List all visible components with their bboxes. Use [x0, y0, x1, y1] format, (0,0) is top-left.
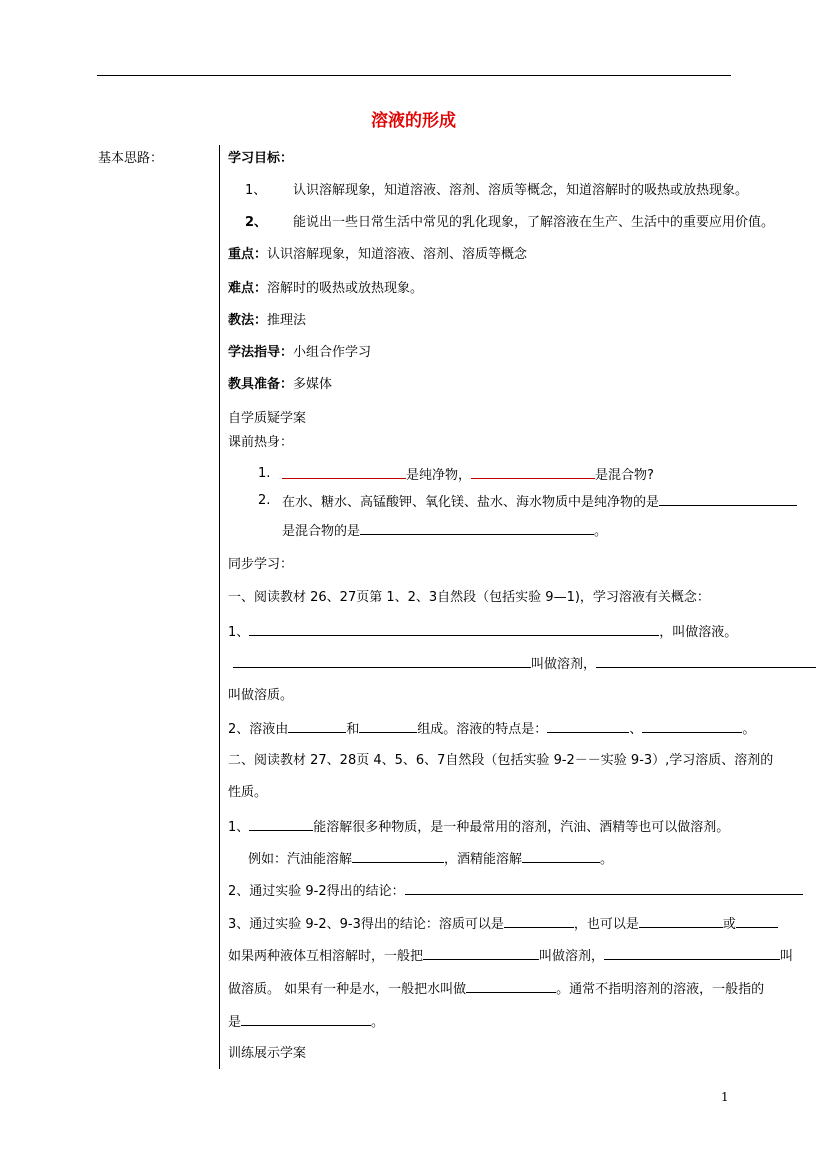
section-2-heading-line-1: 二、阅读教材 27、28页 4、5、6、7自然段（包括实验 9-2－－实验 9-3）,学习溶质、溶剂的 [228, 753, 774, 768]
warmup-item-1 [282, 466, 654, 484]
method-text: 推理法 [267, 313, 307, 328]
warmup-2-end: 。 [594, 524, 608, 539]
key-point [228, 247, 527, 263]
section-2-item-1 [228, 818, 729, 836]
objective-2: 能说出一些日常生活中常见的乳化现象，了解溶液在生产、生活中的重要应用价值。 [293, 215, 775, 230]
s2-text-c: 组成。溶液的特点是： [417, 722, 548, 737]
warmup-1-text-a: 是纯净物， [406, 468, 472, 483]
example-text-c: 。 [600, 852, 614, 867]
method-label: 教法： [228, 313, 268, 328]
difficulty [228, 281, 423, 297]
column-divider [219, 145, 220, 1069]
s1-1-end: ，叫做溶液。 [659, 625, 738, 640]
s3-4-text-b: 叫做溶剂， [539, 949, 605, 964]
s3-3-text-c: 或 [722, 917, 736, 932]
section-1-item-2 [233, 655, 816, 673]
answer-blank[interactable] [604, 947, 780, 960]
answer-blank[interactable] [282, 466, 406, 479]
difficulty-label: 难点： [228, 281, 268, 296]
s3-3-text-b: ，也可以是 [573, 917, 639, 932]
answer-blank[interactable] [736, 915, 778, 928]
answer-blank[interactable] [466, 980, 556, 993]
answer-blank[interactable] [360, 522, 594, 535]
objective-2-number: 2、 [245, 215, 268, 230]
sync-heading: 同步学习： [228, 557, 294, 572]
section-2-item-6 [228, 1013, 384, 1031]
answer-blank[interactable] [288, 720, 346, 733]
s1-1-number: 1、 [228, 625, 250, 640]
warmup-item-2-line-1 [282, 493, 797, 511]
s3-6-text-a: 是 [228, 1015, 242, 1030]
tools-text: 多媒体 [293, 377, 333, 392]
answer-blank[interactable] [642, 720, 742, 733]
page-number: 1 [721, 1090, 729, 1104]
tools-label: 教具准备： [228, 377, 294, 392]
section-1-item-1 [228, 623, 737, 641]
objectives-heading: 学习目标： [228, 151, 294, 166]
example-text-b: ，酒精能溶解 [444, 852, 523, 867]
example-text-a: 例如：汽油能溶解 [248, 852, 353, 867]
header-rule [97, 75, 731, 76]
objective-1-number: 1、 [245, 183, 267, 198]
s1-2-mid: 叫做溶剂， [531, 657, 597, 672]
answer-blank[interactable] [241, 1013, 371, 1026]
answer-blank[interactable] [522, 850, 600, 863]
answer-blank[interactable] [249, 818, 313, 831]
answer-blank[interactable] [359, 720, 417, 733]
answer-blank[interactable] [639, 915, 723, 928]
warmup-2-text-b: 是混合物的是 [282, 524, 361, 539]
difficulty-text: 溶解时的吸热或放热现象。 [267, 281, 424, 296]
answer-blank[interactable] [596, 655, 816, 668]
teaching-tools [228, 377, 332, 393]
left-label: 基本思路： [98, 151, 164, 166]
section-2-item-2 [228, 882, 803, 900]
study-guide [228, 345, 371, 361]
s3-2-text: 2、通过实验 9-2得出的结论： [228, 884, 405, 899]
s2-text-a: 2、溶液由 [228, 722, 289, 737]
study-text: 小组合作学习 [293, 345, 372, 360]
s2-text-b: 和 [346, 722, 360, 737]
answer-blank[interactable] [405, 882, 803, 895]
s2-text-e: 。 [742, 722, 756, 737]
section-2-item-5 [228, 980, 764, 998]
s3-5-text-b: 。通常不指明溶剂的溶液，一般指的 [556, 982, 765, 997]
answer-blank[interactable] [504, 915, 574, 928]
warmup-2-text-a: 在水、糖水、高锰酸钾、氧化镁、盐水、海水物质中是纯净物的是 [282, 495, 660, 510]
answer-blank[interactable] [471, 466, 595, 479]
s3-3-text-a: 3、通过实验 9-2、9-3得出的结论：溶质可以是 [228, 917, 504, 932]
self-study-heading: 自学质疑学案 [228, 411, 307, 426]
answer-blank[interactable] [352, 850, 444, 863]
s3-4-text-a: 如果两种液体互相溶解时，一般把 [228, 949, 424, 964]
study-label: 学法指导： [228, 345, 294, 360]
s2-text-d: 、 [629, 722, 643, 737]
warmup-1-text-b: 是混合物? [595, 468, 654, 483]
training-heading: 训练展示学案 [228, 1046, 307, 1061]
teaching-method [228, 313, 306, 329]
s3-5-text-a: 做溶质。 如果有一种是水，一般把水叫做 [228, 982, 467, 997]
warmup-item-1-number: 1. [258, 466, 271, 481]
s3-1-text: 能溶解很多种物质，是一种最常用的溶剂，汽油、酒精等也可以做溶剂。 [313, 820, 730, 835]
answer-blank[interactable] [547, 720, 629, 733]
section-2-example [248, 850, 613, 868]
page-title: 溶液的形成 [371, 111, 456, 131]
warmup-item-2-line-2 [282, 522, 607, 540]
answer-blank[interactable] [423, 947, 539, 960]
key-text: 认识溶解现象，知道溶液、溶剂、溶质等概念 [267, 247, 528, 262]
warmup-item-2-number: 2. [258, 493, 271, 508]
section-2-heading-line-2: 性质。 [228, 785, 268, 800]
section-2-item-3 [228, 915, 778, 933]
key-label: 重点： [228, 247, 268, 262]
objective-1: 认识溶解现象，知道溶液、溶剂、溶质等概念，知道溶解时的吸热或放热现象。 [293, 183, 749, 198]
s3-6-text-b: 。 [371, 1015, 385, 1030]
section-2-item-4 [228, 947, 793, 965]
section-1-heading: 一、阅读教材 26、27页第 1、2、3自然段（包括实验 9—1)，学习溶液有关概念： [228, 590, 710, 605]
answer-blank[interactable] [659, 493, 797, 506]
answer-blank[interactable] [233, 655, 531, 668]
s3-1-number: 1、 [228, 820, 250, 835]
section-1-item-3: 叫做溶质。 [228, 688, 294, 703]
s3-4-text-c: 叫 [780, 949, 794, 964]
answer-blank[interactable] [249, 623, 659, 636]
warmup-heading: 课前热身： [228, 435, 294, 450]
section-1-item-4 [228, 720, 755, 738]
